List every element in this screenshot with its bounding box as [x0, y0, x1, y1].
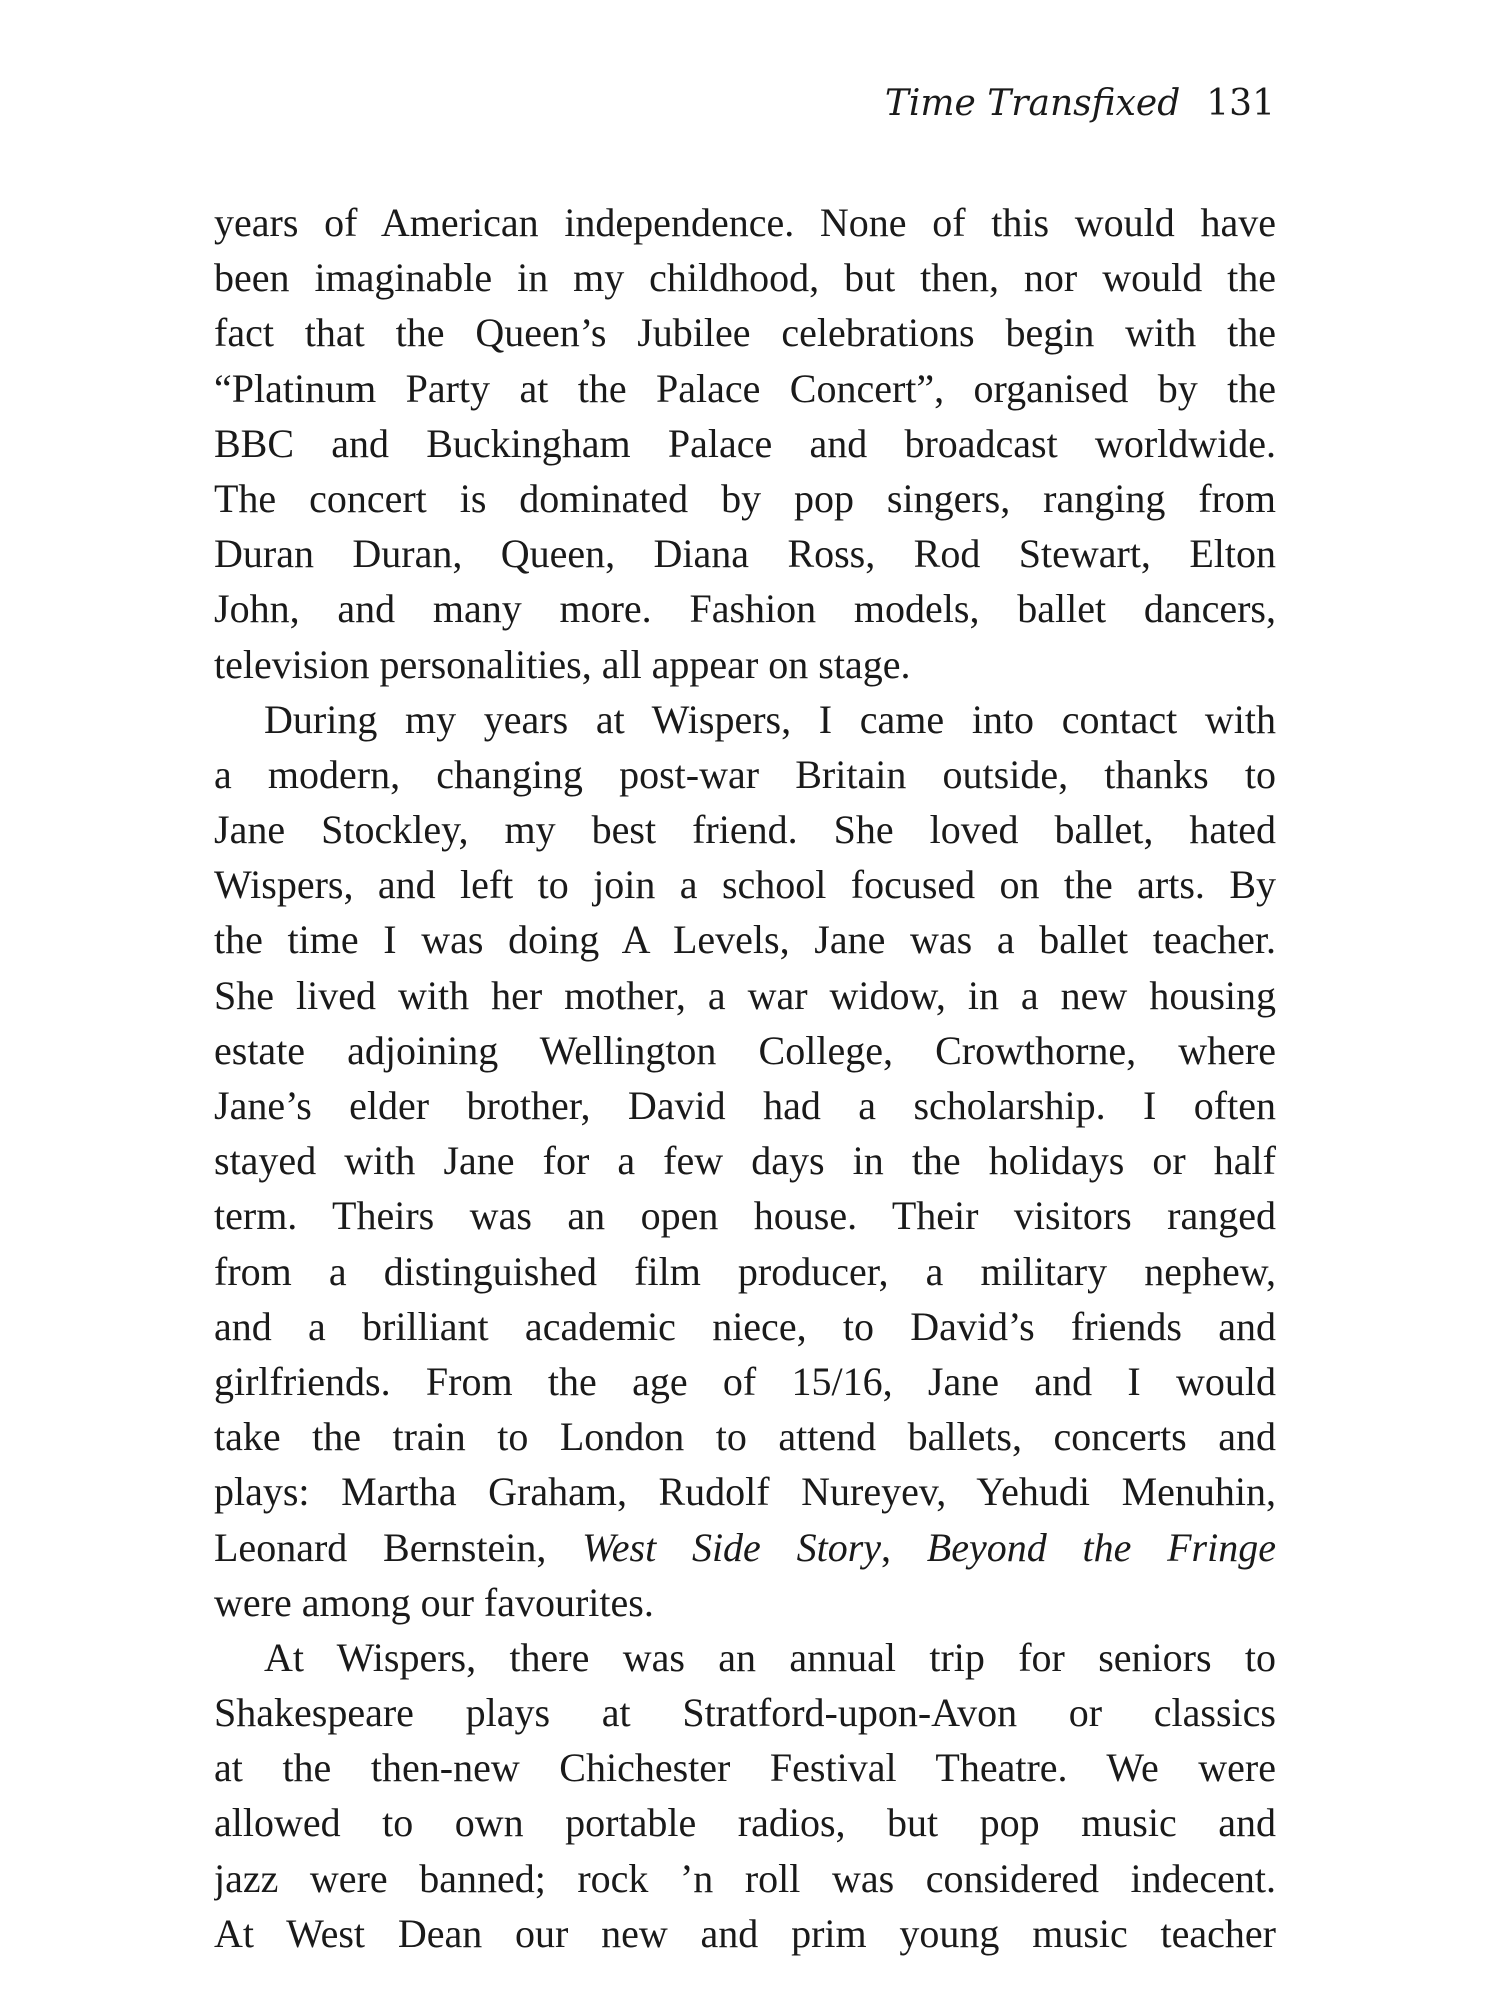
- text-line: take the train to London to attend ballets, concerts and: [214, 1414, 1276, 1460]
- text-line: BBC and Buckingham Palace and broadcast worldwide.: [214, 420, 1276, 466]
- text-line: years of American independence. None of this would have: [214, 200, 1276, 245]
- text-line: girlfriends. From the age of 15/16, Jane and I would: [214, 1358, 1276, 1404]
- text-line: the time I was doing A Levels, Jane was a ballet teacher.: [214, 917, 1276, 963]
- text-line: Duran Duran, Queen, Diana Ross, Rod Stewart, Elton: [214, 531, 1276, 577]
- text-line: jazz were banned; rock ’n roll was considered indecent.: [214, 1855, 1276, 1901]
- text-line: term. Theirs was an open house. Their visitors ranged: [214, 1193, 1276, 1239]
- running-title: Time Transfixed: [884, 83, 1181, 124]
- text-line: Shakespeare plays at Stratford-upon-Avon or classics: [214, 1690, 1276, 1736]
- text-line: At West Dean our new and prim young music teacher: [214, 1910, 1276, 1956]
- text-line: estate adjoining Wellington College, Crowthorne, where: [214, 1027, 1276, 1073]
- text-line: from a distinguished film producer, a military nephew,: [214, 1248, 1276, 1294]
- page-number: 131: [1206, 83, 1275, 124]
- text-line: John, and many more. Fashion models, ballet dancers,: [214, 586, 1276, 632]
- text-segment: ,: [881, 1524, 927, 1570]
- text-line: been imaginable in my childhood, but then, nor would the: [214, 255, 1276, 301]
- text-line: Jane Stockley, my best friend. She loved ballet, hated: [214, 807, 1276, 853]
- text-line: Jane’s elder brother, David had a scholarship. I often: [214, 1083, 1276, 1128]
- text-line: “Platinum Party at the Palace Concert”, organised by the: [214, 365, 1276, 411]
- italic-title: Beyond the Fringe: [926, 1524, 1276, 1570]
- text-line: and a brilliant academic niece, to David’s friends and: [214, 1303, 1276, 1349]
- body-text: [214, 195, 1276, 1961]
- text-line: The concert is dominated by pop singers, ranging from: [214, 475, 1276, 521]
- text-line: Wispers, and left to join a school focused on the arts. By: [214, 862, 1276, 908]
- text-segment: Leonard Bernstein,: [214, 1524, 583, 1570]
- text-line: at the then-new Chichester Festival Theatre. We were: [214, 1745, 1276, 1791]
- running-head: [885, 84, 1275, 124]
- text-line: television personalities, all appear on stage.: [214, 641, 911, 687]
- text-line: were among our favourites.: [214, 1579, 654, 1625]
- text-line: fact that the Queen’s Jubilee celebrations begin with the: [214, 310, 1276, 356]
- text-line: a modern, changing post-war Britain outside, thanks to: [214, 751, 1276, 797]
- text-line: At Wispers, there was an annual trip for seniors to: [264, 1634, 1276, 1680]
- text-line: allowed to own portable radios, but pop music and: [214, 1800, 1276, 1846]
- text-line: During my years at Wispers, I came into contact with: [264, 696, 1276, 742]
- italic-title: West Side Story: [582, 1524, 882, 1570]
- text-line: plays: Martha Graham, Rudolf Nureyev, Yehudi Menuhin,: [214, 1469, 1276, 1515]
- text-line: [214, 1520, 1276, 1575]
- text-line: She lived with her mother, a war widow, in a new housing: [214, 972, 1276, 1018]
- text-line: stayed with Jane for a few days in the holidays or half: [214, 1138, 1276, 1184]
